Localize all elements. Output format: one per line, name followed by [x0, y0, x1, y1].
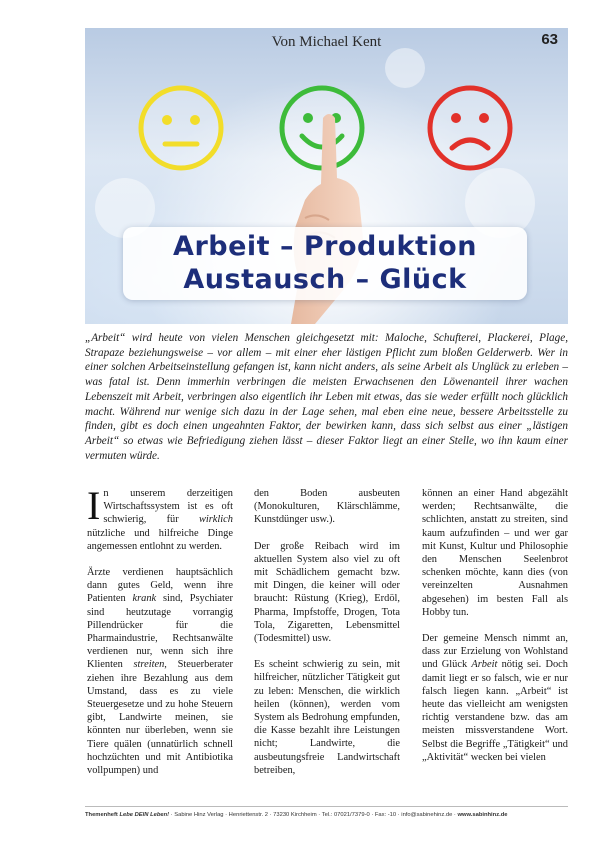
neutral-smiley-icon	[135, 82, 227, 174]
paragraph: Es scheint schwierig zu sein, mit hilfreicher, nützlicher Tätigkeit gut zu leben: Menschen, die wirklich heilen (können), werden vom System als Bedrohung empfunden, die Kasse bezahlt ihre Leistungen nicht; Landwirte, die ausbeutungsfreie Landwirtschaft betreiben,	[254, 659, 400, 776]
body-column-3	[422, 487, 568, 777]
paragraph	[422, 632, 568, 764]
emphasis: krank	[132, 593, 157, 605]
paragraph	[87, 566, 233, 777]
emphasis: Arbeit	[471, 659, 498, 671]
footer-label: Themenheft	[85, 812, 120, 818]
text-run: Der gemeine Mensch nimmt an, dass zur Erzielung von Wohlstand und Glück	[422, 633, 568, 671]
paragraph: Der große Reibach wird im aktuellen System also viel zu oft mit Schädlichem gemacht bzw. mit Dingen, die keiner will oder braucht: Rüstung (Krieg), Erdöl, Pharma, Impfstoffe, Drogen, Tota Tola, Zigaretten, Lebensmittel (Todesmittel) usw.	[254, 540, 400, 645]
body-column-2	[254, 487, 400, 790]
paragraph: können an einer Hand abgezählt werden; Rechtsanwälte, die schlichten, anstatt zu streiten, sind kaum aufzufinden – und wer gar mit Kunst, Kultur und Philosophie den Menschen Seelenbrot schenken möchte, kann dies (von vereinzelten Ausnahmen abgesehen) im besten Fall als Hobby tun.	[422, 488, 568, 618]
author-byline: Von Michael Kent	[271, 34, 382, 50]
paragraph	[87, 483, 233, 553]
drop-cap: I	[87, 483, 101, 528]
text-run: Ärzte verdienen hauptsächlich dann gutes Geld, wenn ihre Patienten	[87, 567, 233, 605]
footer-magazine-title: Lebe DEIN Leben!	[119, 812, 170, 818]
hero-image	[85, 28, 568, 324]
text-run: nützliche und hilfreiche Dinge angemessen entlohnt zu werden.	[87, 527, 233, 552]
body-column-1	[87, 483, 233, 790]
emphasis: streiten	[133, 659, 165, 671]
title-line-2: Austausch – Glück	[183, 264, 467, 295]
title-banner	[123, 227, 527, 300]
text-run: nötig sei. Doch damit liegt er so falsch, wie er nur falsch liegen kann. „Arbeit“ ist heute das vielleicht am wenigsten richtig verstandene bzw. das am meisten missverstandene Wort. Selbst die Begriffe „Tätigkeit“ und „Aktivität“ wecken bei vielen	[422, 659, 568, 763]
emphasis: wirklich	[198, 514, 233, 526]
text-run: sind, Psychiater sind heutzutage vorrangig Pillendrücker für die Pharmaindustrie, Rechtsanwälte verdienen nur, wenn sich ihre Klienten	[87, 593, 233, 671]
footer-website-link[interactable]: www.sabinhinz.de	[457, 812, 508, 818]
bokeh-light	[385, 48, 425, 88]
footer-divider	[85, 806, 568, 807]
text-run: n unserem derzeitigen Wirtschaftssystem ist es oft schwierig, für	[103, 488, 233, 526]
intro-paragraph: „Arbeit“ wird heute von vielen Menschen gleichgesetzt mit: Maloche, Schufterei, Plackerei, Plage, Strapaze beziehungsweise – vor allem – mit einer eher lästigen Pflicht zum bloßen Gelderwerb. Wer in einer solchen Arbeitseinstellung gefangen ist, kann nicht anders, als seine Arbeit als Unglück zu erleben – was fatal ist. Denn immerhin verbringen die meisten Erwachsenen den Löwenanteil ihrer wachen Lebenszeit mit Arbeit, verbringen also eigentlich ihr Leben mit etwas, das sie weder erfüllt noch glücklich macht. Während nur wenige sich dazu in der Lage sehen, mal eben eine neue, bessere Arbeitsstelle zu finden, gibt es doch einen ungeahnten Faktor, der bewirken kann, dass sich selbst aus einer „lästigen Arbeit“ so etwas wie Befriedigung ziehen lässt – dieser Faktor liegt an einer Stelle, wo ihn kaum einer vermuten würde.	[85, 332, 568, 462]
footer	[85, 812, 568, 822]
footer-contact: · Sabine Hinz Verlag · Henriettenstr. 2 · 73230 Kirchheim · Tel.: 07021/7379-0 · Fax: -10 · info@sabinehinz.de ·	[169, 812, 458, 818]
text-run: , Steuerberater ziehen ihre Bezahlung aus dem Umstand, dass es zu viele Steuergesetze und zu hohe Steuern gibt, Landwirte meinen, sie könnten nur überleben, wenn sie Tiere quälen (unnatürlich schnell hochzüchten und mit Antibiotika vollpumpen) und	[87, 659, 233, 777]
sad-smiley-icon	[424, 82, 516, 174]
page-number: 63	[541, 31, 558, 48]
paragraph: den Boden ausbeuten (Monokulturen, Klärschlämme, Kunstdünger usw.).	[254, 488, 400, 526]
title-line-1: Arbeit – Produktion	[173, 231, 477, 262]
